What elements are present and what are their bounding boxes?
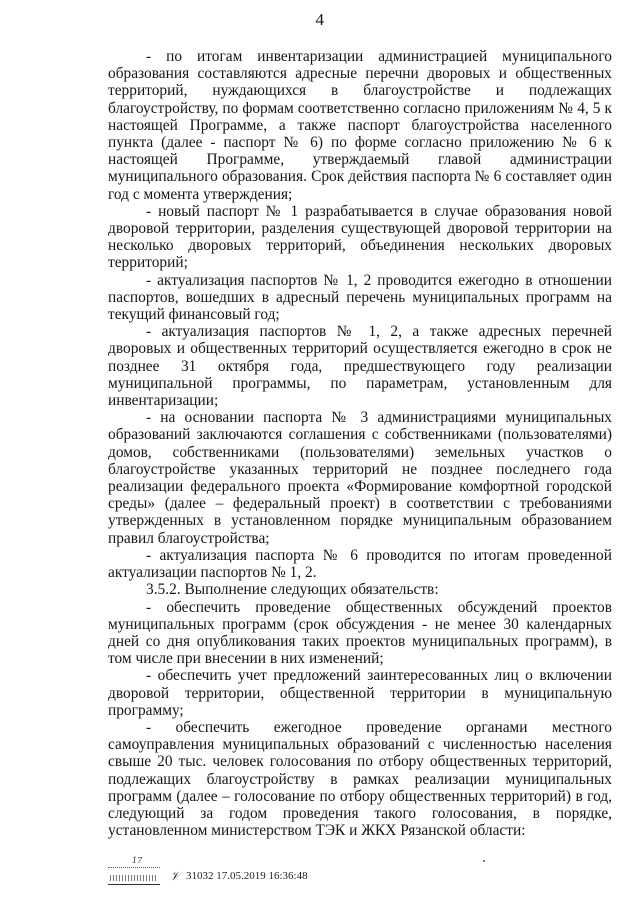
seal-mark-icon: 𝒱 bbox=[170, 868, 180, 883]
page-number: 4 bbox=[315, 10, 325, 29]
paragraph: - обеспечить проведение общественных обсуждений проектов муниципальных программ (срок обсуждения - не менее 30 календарных дней со дня опубликования таких проектов муниципальных программ), в том числе при внесении в них изменений; bbox=[108, 598, 612, 668]
stamp-barcode-icon bbox=[110, 875, 158, 881]
paragraph: - обеспечить учет предложений заинтересованных лиц о включении дворовой территории, общественной территории в муниципальную программу; bbox=[108, 667, 612, 719]
paragraph: - по итогам инвентаризации администрацией муниципального образования составляются адресные перечни дворовых и общественных территорий, нуждающихся в благоустройстве и подлежащих благоустройству, по формам соответственно согласно приложениям № 4, 5 к настоящей Программе, а также паспорт благоустройства населенного пункта (далее - паспорт № 6) по форме согласно приложению № 6 к настоящей Программе, утверждаемый главой администрации муниципального образования. Срок действия паспорта № 6 составляет один год с момента утверждения; bbox=[108, 48, 612, 203]
document-id: 31032 17.05.2019 16:36:48 bbox=[186, 870, 308, 882]
section-heading: 3.5.2. Выполнение следующих обязательств: bbox=[146, 581, 439, 599]
paragraph: - новый паспорт № 1 разрабатывается в случае образования новой дворовой территории, разделения существующей дворовой территории на несколько дворовых территорий, объединения нескольких дворовых территорий; bbox=[108, 202, 612, 272]
document-body bbox=[108, 48, 612, 839]
document-footer bbox=[108, 856, 308, 888]
paragraph: - на основании паспорта № 3 администрациями муниципальных образований заключаются соглашения с собственниками (пользователями) домов, собственниками (пользователями) земельных участков о благоустройстве указанных территорий не позднее последнего года реализации федерального проекта «Формирование комфортной городской среды» (далее – федеральный проект) в соответствии с требованиями утвержденных в установленном порядке муниципальным образованием правил благоустройства; bbox=[108, 409, 612, 547]
stamp-number: 17 bbox=[132, 856, 143, 865]
paragraph: - актуализация паспорта № 6 проводится по итогам проведенной актуализации паспортов № 1, 2. bbox=[108, 546, 612, 582]
scan-speck bbox=[483, 860, 485, 862]
paragraph: - обеспечить ежегодное проведение органами местного самоуправления муниципальных образований с численностью населения свыше 20 тыс. человек голосования по отбору общественных территорий, подлежащих благоустройству в рамках реализации муниципальных программ (далее – голосование по отбору общественных территорий) в год, следующий за годом проведения такого голосования, в порядке, установленном министерством ТЭК и ЖКХ Рязанской области: bbox=[108, 718, 612, 840]
paragraph: - актуализация паспортов № 1, 2 проводится ежегодно в отношении паспортов, вошедших в адресный перечень муниципальных программ на текущий финансовый год; bbox=[108, 271, 612, 324]
paragraph: - актуализация паспортов № 1, 2, а также адресных перечней дворовых и общественных территорий осуществляется ежегодно в срок не позднее 31 октября года, предшествующего году реализации муниципальной программы, по параметрам, установленным для инвентаризации; bbox=[108, 323, 612, 410]
registration-stamp bbox=[108, 856, 160, 885]
